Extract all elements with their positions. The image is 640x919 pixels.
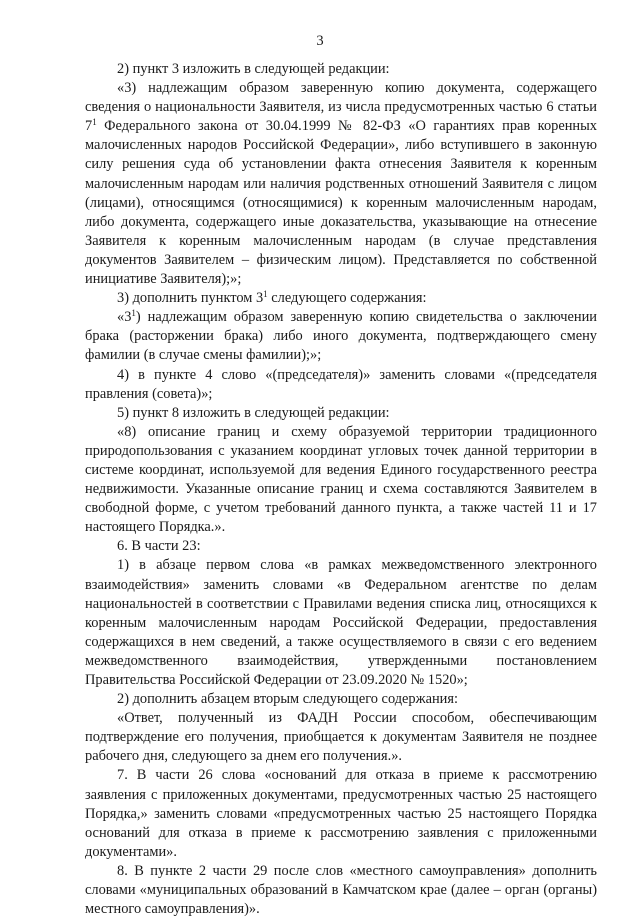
paragraph-7: «8) описание границ и схему образуемой территории традиционного природопользования с указанием координат угловых точек данной территории в системе координат, используемой для ведения Единого государственного реестра недвижимости. Указанные описание границ и схема составляются Заявителем в свободной форме, с учетом требований данного пункта, а также частей 11 и 17 настоящего Порядка.». [85,423,597,536]
paragraph-2: «3) надлежащим образом заверенную копию документа, содержащего сведения о национальности Заявителя, из числа предусмотренных частью 6 статьи $7^1$ Федерального закона от 30.04.1999 № 82-ФЗ «О гарантиях прав коренных малочисленных народов Российской Федерации», либо вступившего в законную силу решения суда об установлении факта отнесения Заявителя к коренным малочисленным народам или наличия родственных отношений Заявителя с лицом (лицами), относящимся (относящимися) к коренным малочисленным народам, либо документа, содержащего иные доказательства, указывающие на отнесение Заявителя к коренным малочисленным народам (в случае представления документов Заявителем – физическим лицом). Представляется по собственной инициативе Заявителя);»; [85,80,597,288]
paragraph-11: «Ответ, полученный из ФАДН России способом, обеспечивающим подтверждение его получения, приобщается к документам Заявителя не позднее рабочего дня, следующего за днем его получения.». [85,710,597,765]
paragraph-6: 5) пункт 8 изложить в следующей редакции: [117,404,390,421]
paragraph-8: 6. В части 23: [117,538,201,555]
paragraph-5: 4) в пункте 4 слово «(председателя)» заменить словами «(председателя правления (совета)»; [85,366,597,402]
paragraph-12: 7. В части 26 слова «оснований для отказа в приеме к рассмотрению заявления с приложенных документами, предусмотренных частью 25 настоящего Порядка,» заменить словами «предусмотренных частью 25 настоящего Порядка оснований для отказа в приеме к рассмотрению заявления с приложенными документами». [85,767,597,860]
paragraph-4: «$3^1$) надлежащим образом заверенную копию свидетельства о заключении брака (расторжении брака) либо иного документа, подтверждающего смену фамилии (в случае смены фамилии);»; [85,308,597,364]
document-body [85,60,597,919]
paragraph-1: 2) пункт 3 изложить в следующей редакции: [117,61,390,77]
paragraph-9: 1) в абзаце первом слова «в рамках межведомственного электронного взаимодействия» заменить словами «в Федеральном агентстве по делам национальностей в соответствии с Правилами ведения списка лиц, относящихся к коренным малочисленным народам Российской Федерации, предоставления содержащихся в нем сведений, а также осуществляемого в связи с его ведением межведомственного взаимодействия, утвержденными постановлением Правительства Российской Федерации от 23.09.2020 № 1520»; [85,557,597,688]
paragraph-13: 8. В пункте 2 части 29 после слов «местного самоуправления» дополнить словами «муниципальных образований в Камчатском крае (далее – орган (органы) местного самоуправления)». [85,862,597,918]
page-number: 3 [316,33,324,49]
paragraph-10: 2) дополнить абзацем вторым следующего содержания: [117,691,458,708]
paragraph-3: 3) дополнить пунктом $3^1$ следующего содержания: [117,289,427,307]
